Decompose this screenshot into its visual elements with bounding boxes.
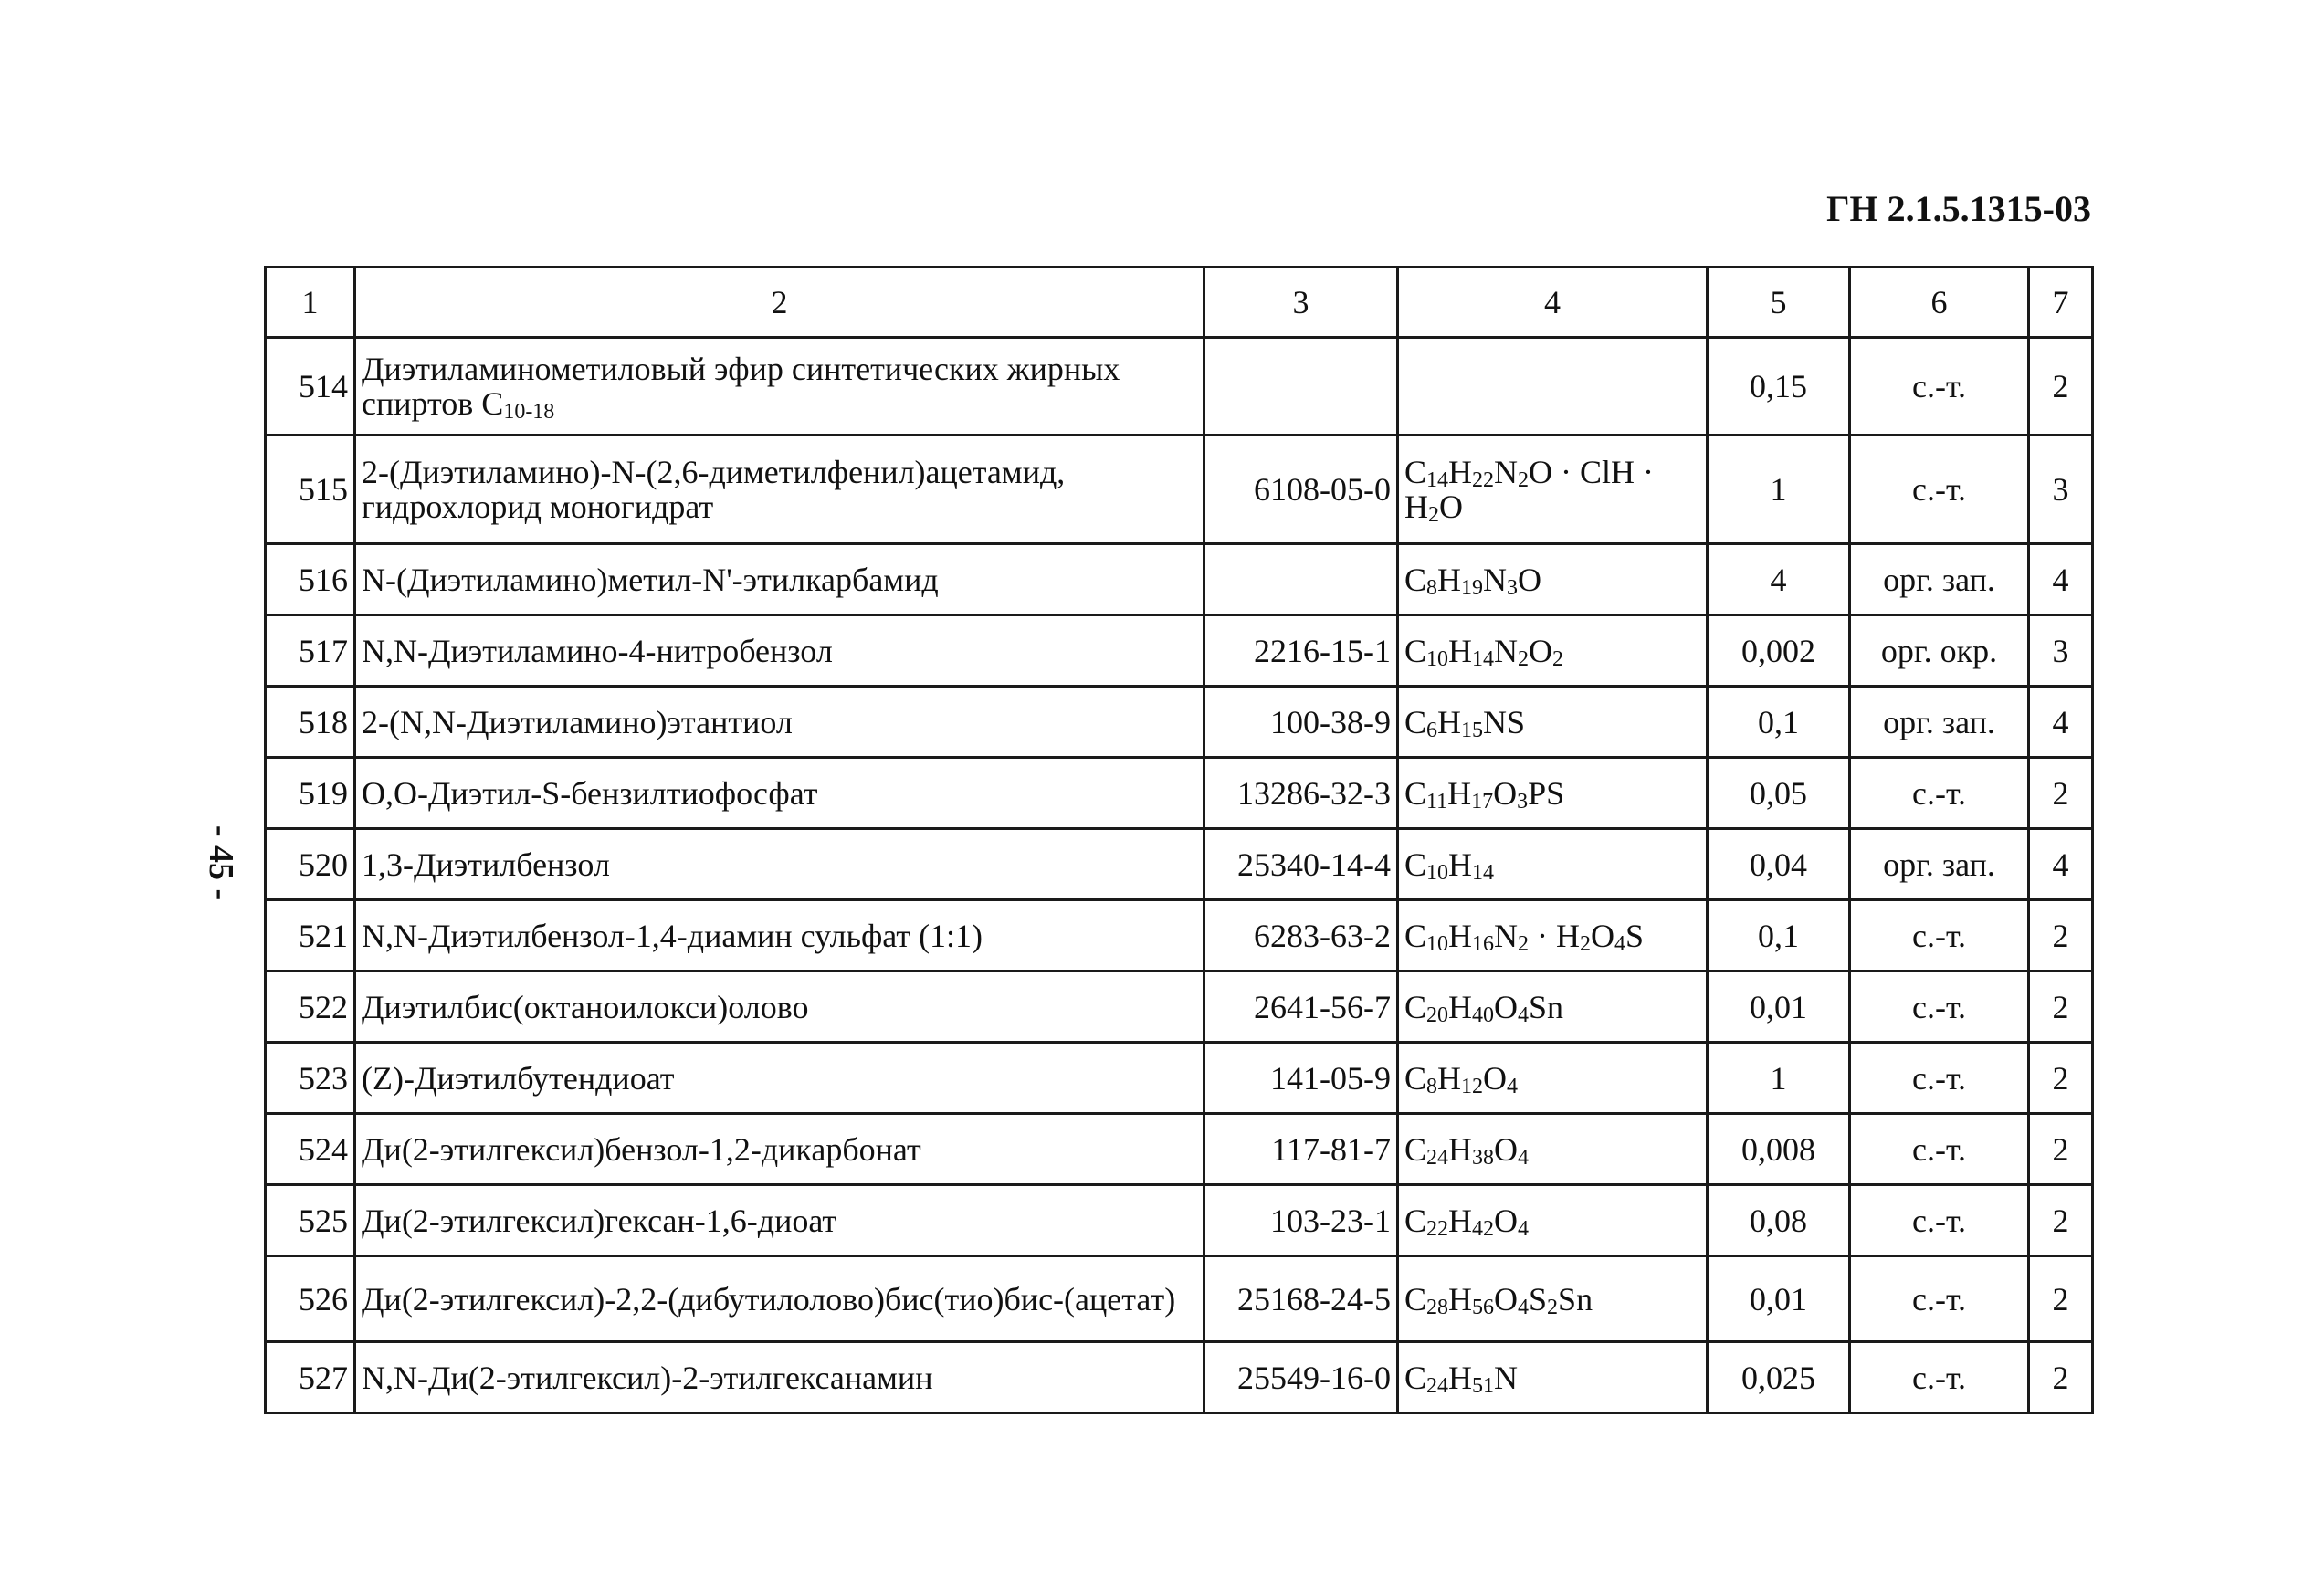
hazard-indicator: с.-т. xyxy=(1850,1185,2029,1256)
hazard-indicator: с.-т. xyxy=(1850,436,2029,544)
header-col-2: 2 xyxy=(355,268,1204,338)
document-code: ГН 2.1.5.1315-03 xyxy=(1826,188,2091,229)
cas-number: 2216-15-1 xyxy=(1204,615,1398,687)
limit-value: 0,04 xyxy=(1708,829,1850,900)
chemical-formula: $C_{24}H_{38}O_4$ xyxy=(1398,1114,1708,1185)
hazard-indicator: с.-т. xyxy=(1850,758,2029,829)
table-row xyxy=(266,615,2093,687)
hazard-class: 3 xyxy=(2029,615,2093,687)
hazard-class: 2 xyxy=(2029,758,2093,829)
row-number: 523 xyxy=(266,1043,355,1114)
hazard-class: 2 xyxy=(2029,900,2093,971)
header-row xyxy=(266,268,2093,338)
substance-name: О,О-Диэтил-S-бензилтиофосфат xyxy=(355,758,1204,829)
cas-number: 25549-16-0 xyxy=(1204,1342,1398,1413)
chemical-formula: $C_6H_{15}NS$ xyxy=(1398,687,1708,758)
table-row xyxy=(266,687,2093,758)
substance-name: N-(Диэтиламино)метил-N'-этилкарбамид xyxy=(355,544,1204,615)
substance-name: 2-(N,N-Диэтиламино)этантиол xyxy=(355,687,1204,758)
table-row xyxy=(266,1114,2093,1185)
hazard-class: 2 xyxy=(2029,1043,2093,1114)
row-number: 522 xyxy=(266,971,355,1043)
hazard-class: 3 xyxy=(2029,436,2093,544)
hazard-indicator: орг. зап. xyxy=(1850,829,2029,900)
row-number: 520 xyxy=(266,829,355,900)
substance-name: Ди(2-этилгексил)гексан-1,6-диоат xyxy=(355,1185,1204,1256)
hazard-indicator: с.-т. xyxy=(1850,1043,2029,1114)
limit-value: 0,08 xyxy=(1708,1185,1850,1256)
chemical-formula xyxy=(1398,338,1708,436)
limit-value: 1 xyxy=(1708,1043,1850,1114)
header-col-1: 1 xyxy=(266,268,355,338)
hazard-indicator: орг. зап. xyxy=(1850,687,2029,758)
header-col-7: 7 xyxy=(2029,268,2093,338)
substance-name: 2-(Диэтиламино)-N-(2,6-диметилфенил)ацетамид, гидрохлорид моногидрат xyxy=(355,436,1204,544)
row-number: 515 xyxy=(266,436,355,544)
hazard-indicator: с.-т. xyxy=(1850,1342,2029,1413)
hazard-class: 4 xyxy=(2029,544,2093,615)
cas-number: 100-38-9 xyxy=(1204,687,1398,758)
hazard-class: 2 xyxy=(2029,1256,2093,1342)
cas-number xyxy=(1204,338,1398,436)
row-number: 519 xyxy=(266,758,355,829)
cas-number: 6283-63-2 xyxy=(1204,900,1398,971)
substance-name: Диэтиламинометиловый эфир синтетических жирных спиртов $C_{10-18}$ xyxy=(355,338,1204,436)
chemical-formula: $C_{22}H_{42}O_4$ xyxy=(1398,1185,1708,1256)
chemical-formula: $C_{10}H_{16}N_2 \cdot H_2O_4S$ xyxy=(1398,900,1708,971)
page-number-text: - 45 - xyxy=(202,824,240,901)
table-row xyxy=(266,1043,2093,1114)
substance-name: (Z)-Диэтилбутендиоат xyxy=(355,1043,1204,1114)
hazard-class: 2 xyxy=(2029,338,2093,436)
header-col-3: 3 xyxy=(1204,268,1398,338)
hazard-indicator: орг. зап. xyxy=(1850,544,2029,615)
cas-number: 117-81-7 xyxy=(1204,1114,1398,1185)
hazard-indicator: с.-т. xyxy=(1850,1114,2029,1185)
row-number: 526 xyxy=(266,1256,355,1342)
substance-name: Диэтилбис(октаноилокси)олово xyxy=(355,971,1204,1043)
row-number: 517 xyxy=(266,615,355,687)
table-row xyxy=(266,758,2093,829)
hazard-class: 4 xyxy=(2029,687,2093,758)
page-number xyxy=(202,824,240,901)
row-number: 516 xyxy=(266,544,355,615)
table-row xyxy=(266,544,2093,615)
hazard-class: 2 xyxy=(2029,1342,2093,1413)
row-number: 518 xyxy=(266,687,355,758)
hazard-class: 2 xyxy=(2029,1185,2093,1256)
hazard-class: 2 xyxy=(2029,1114,2093,1185)
hazard-indicator: с.-т. xyxy=(1850,900,2029,971)
row-number: 525 xyxy=(266,1185,355,1256)
chemical-formula: $C_{11}H_{17}O_3PS$ xyxy=(1398,758,1708,829)
chemical-formula: $C_{20}H_{40}O_4Sn$ xyxy=(1398,971,1708,1043)
substance-name: N,N-Диэтилбензол-1,4-диамин сульфат (1:1) xyxy=(355,900,1204,971)
row-number: 527 xyxy=(266,1342,355,1413)
limit-value: 4 xyxy=(1708,544,1850,615)
table-row xyxy=(266,1256,2093,1342)
cas-number: 2641-56-7 xyxy=(1204,971,1398,1043)
table-row xyxy=(266,436,2093,544)
substance-name: Ди(2-этилгексил)бензол-1,2-дикарбонат xyxy=(355,1114,1204,1185)
cas-number: 141-05-9 xyxy=(1204,1043,1398,1114)
row-number: 524 xyxy=(266,1114,355,1185)
row-number: 521 xyxy=(266,900,355,971)
hazard-indicator: орг. окр. xyxy=(1850,615,2029,687)
limit-value: 0,002 xyxy=(1708,615,1850,687)
hazard-indicator: с.-т. xyxy=(1850,338,2029,436)
substance-name: N,N-Ди(2-этилгексил)-2-этилгексанамин xyxy=(355,1342,1204,1413)
hazard-indicator: с.-т. xyxy=(1850,1256,2029,1342)
header-col-6: 6 xyxy=(1850,268,2029,338)
substance-name: Ди(2-этилгексил)-2,2-(дибутилолово)бис(тио)бис-(ацетат) xyxy=(355,1256,1204,1342)
limit-value: 0,15 xyxy=(1708,338,1850,436)
table-row xyxy=(266,1185,2093,1256)
limit-value: 0,01 xyxy=(1708,1256,1850,1342)
cas-number: 25168-24-5 xyxy=(1204,1256,1398,1342)
chemical-formula: $C_{10}H_{14}N_2O_2$ xyxy=(1398,615,1708,687)
limit-value: 0,025 xyxy=(1708,1342,1850,1413)
table-row xyxy=(266,829,2093,900)
header-col-5: 5 xyxy=(1708,268,1850,338)
row-number: 514 xyxy=(266,338,355,436)
chemical-formula: $C_{14}H_{22}N_2O$ · ClH · $H_2O$ xyxy=(1398,436,1708,544)
chemical-formula: $C_{10}H_{14}$ xyxy=(1398,829,1708,900)
chemical-formula: $C_{24}H_{51}N$ xyxy=(1398,1342,1708,1413)
limit-value: 0,01 xyxy=(1708,971,1850,1043)
chemical-formula: $C_{28}H_{56}O_4S_2Sn$ xyxy=(1398,1256,1708,1342)
limit-value: 0,05 xyxy=(1708,758,1850,829)
substance-name: 1,3-Диэтилбензол xyxy=(355,829,1204,900)
header-col-4: 4 xyxy=(1398,268,1708,338)
substance-name: N,N-Диэтиламино-4-нитробензол xyxy=(355,615,1204,687)
table-row xyxy=(266,900,2093,971)
cas-number: 13286-32-3 xyxy=(1204,758,1398,829)
hazard-class: 2 xyxy=(2029,971,2093,1043)
table-row xyxy=(266,971,2093,1043)
chemical-formula: $C_8H_{19}N_3O$ xyxy=(1398,544,1708,615)
cas-number: 6108-05-0 xyxy=(1204,436,1398,544)
substances-table xyxy=(264,266,2094,1414)
limit-value: 0,1 xyxy=(1708,900,1850,971)
limit-value: 0,008 xyxy=(1708,1114,1850,1185)
limit-value: 0,1 xyxy=(1708,687,1850,758)
hazard-indicator: с.-т. xyxy=(1850,971,2029,1043)
cas-number: 103-23-1 xyxy=(1204,1185,1398,1256)
cas-number xyxy=(1204,544,1398,615)
limit-value: 1 xyxy=(1708,436,1850,544)
hazard-class: 4 xyxy=(2029,829,2093,900)
table-body xyxy=(266,338,2093,1413)
chemical-formula: $C_8H_{12}O_4$ xyxy=(1398,1043,1708,1114)
cas-number: 25340-14-4 xyxy=(1204,829,1398,900)
table-row xyxy=(266,1342,2093,1413)
table-row xyxy=(266,338,2093,436)
